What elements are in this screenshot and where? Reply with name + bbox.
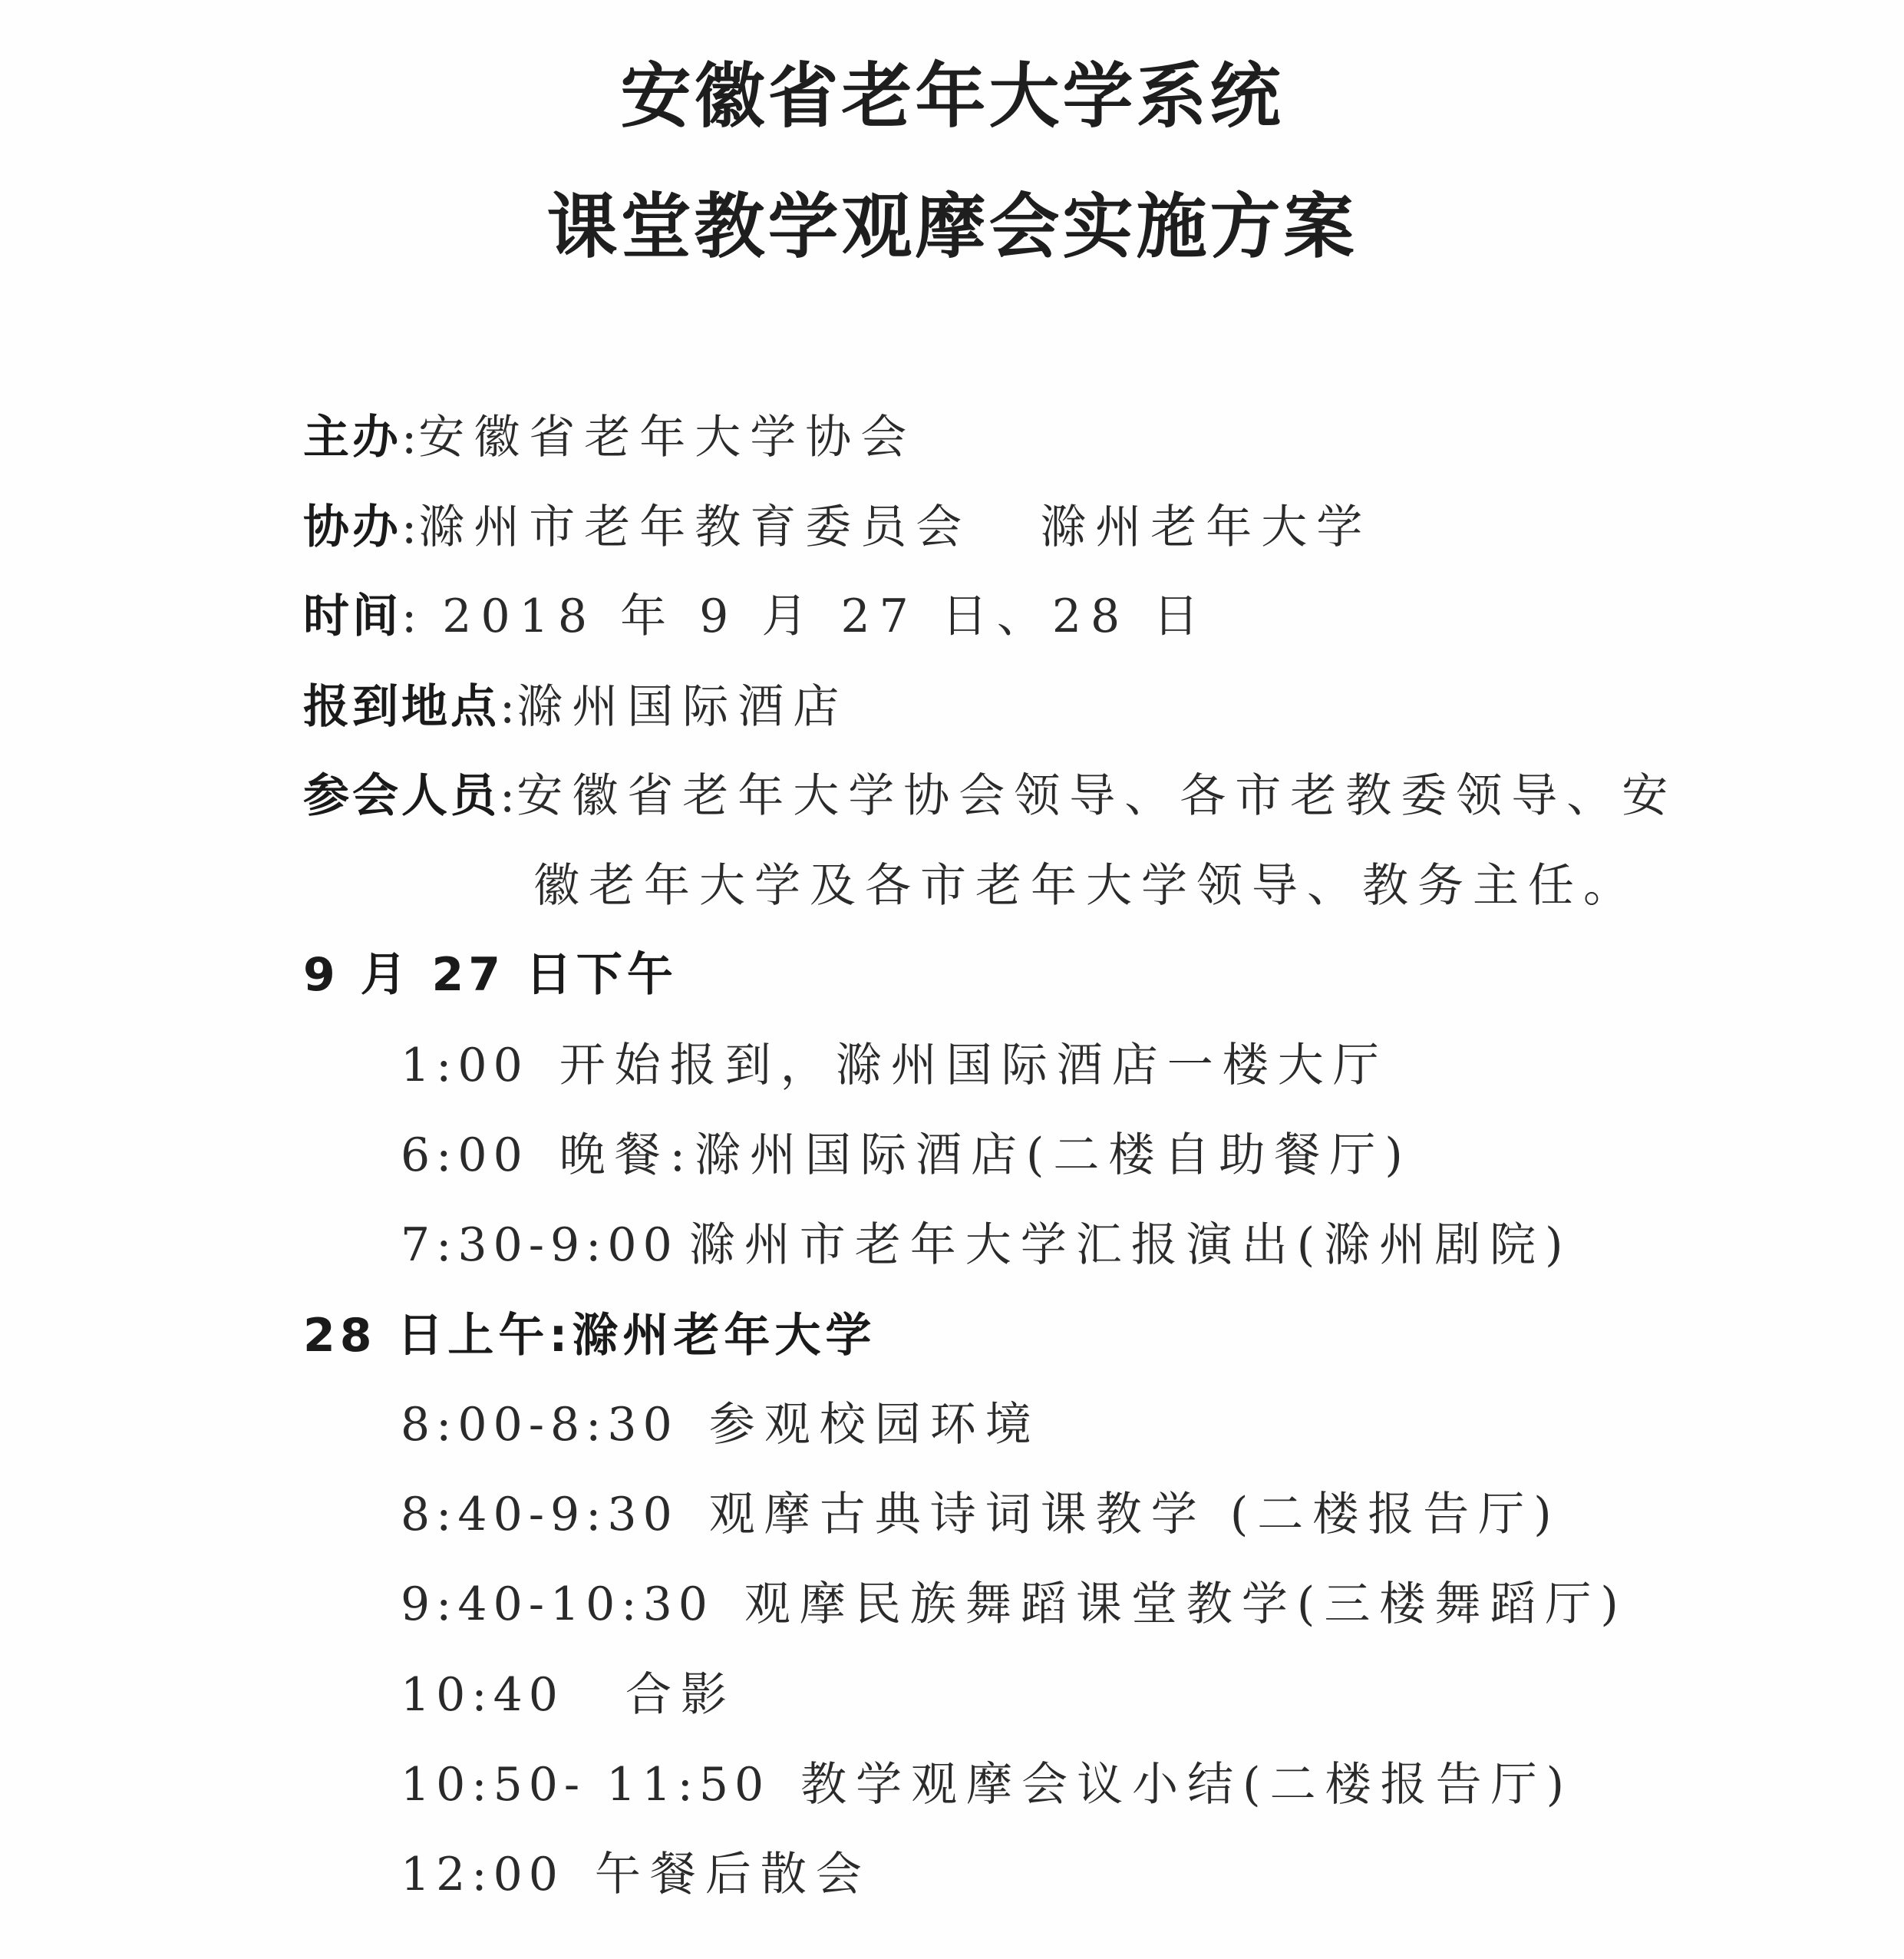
- venue-label: 报到地点: [303, 680, 500, 734]
- time-separator: :: [401, 590, 419, 643]
- schedule-time: 8:40-9:30: [401, 1488, 678, 1541]
- schedule-text: 开始报到，滁州国际酒店一楼大厅: [559, 1039, 1388, 1092]
- document-title-line-1: 安徽省老年大学系统: [620, 55, 1284, 137]
- host-value: 安徽省老年大学协会: [418, 411, 916, 464]
- day1-heading: 9 月 27 日下午: [303, 948, 678, 1002]
- schedule-text: 观摩古典诗词课教学 (二楼报告厅): [708, 1488, 1561, 1541]
- schedule-time: 10:40: [401, 1668, 564, 1722]
- day2-heading: 28 日上午:滁州老年大学: [303, 1309, 876, 1363]
- host-label: 主办: [303, 411, 401, 464]
- schedule-text: 晚餐:滁州国际酒店(二楼自助餐厅): [559, 1128, 1412, 1182]
- co-host-value-2: 滁州老年大学: [1040, 500, 1372, 554]
- schedule-text: 观摩民族舞蹈课堂教学(三楼舞蹈厅): [744, 1577, 1628, 1631]
- schedule-time: 12:00: [401, 1848, 564, 1901]
- attendees-value-line-2: 徽老年大学及各市老年大学领导、教务主任。: [533, 859, 1638, 913]
- schedule-item: [401, 1128, 1412, 1182]
- co-host-value-1: 滁州市老年教育委员会: [418, 500, 972, 554]
- document-title-line-2: 课堂教学观摩会实施方案: [546, 185, 1358, 268]
- schedule-item: [401, 1039, 1388, 1092]
- schedule-text: 滁州市老年大学汇报演出(滁州剧院): [688, 1218, 1572, 1272]
- schedule-time: 8:00-8:30: [401, 1398, 678, 1452]
- schedule-item: [401, 1577, 1628, 1631]
- venue-row: [303, 680, 849, 734]
- attendees-value-line-1: 安徽省老年大学协会领导、各市老教委领导、安: [516, 769, 1678, 823]
- schedule-text: 合影: [625, 1668, 736, 1722]
- schedule-item: [401, 1848, 871, 1901]
- schedule-time: 6:00: [401, 1128, 529, 1182]
- schedule-time: 9:40-10:30: [401, 1577, 714, 1631]
- schedule-item: [401, 1398, 1041, 1452]
- schedule-item: [401, 1758, 1573, 1812]
- attendees-row: [303, 769, 1678, 823]
- schedule-time: 7:30-9:00: [401, 1218, 678, 1272]
- attendees-separator: :: [500, 769, 517, 823]
- schedule-item: [401, 1488, 1561, 1541]
- venue-value: 滁州国际酒店: [516, 680, 849, 734]
- attendees-continuation: [533, 859, 1638, 913]
- host-separator: :: [401, 411, 419, 464]
- co-host-separator: :: [401, 500, 419, 554]
- venue-separator: :: [500, 680, 517, 734]
- co-host-row: [303, 500, 1372, 554]
- schedule-item: [401, 1668, 736, 1722]
- co-host-label: 协办: [303, 500, 401, 554]
- time-row: [303, 590, 1209, 643]
- schedule-text: 午餐后散会: [594, 1848, 871, 1901]
- schedule-text: 参观校园环境: [708, 1398, 1041, 1452]
- time-value: 2018 年 9 月 27 日、28 日: [442, 590, 1209, 643]
- schedule-text: 教学观摩会议小结(二楼报告厅): [800, 1758, 1573, 1812]
- host-row: [303, 411, 916, 464]
- schedule-time: 1:00: [401, 1039, 529, 1092]
- time-label: 时间: [303, 590, 401, 643]
- schedule-item: [401, 1218, 1572, 1272]
- attendees-label: 参会人员: [303, 769, 500, 823]
- schedule-time: 10:50- 11:50: [401, 1758, 771, 1812]
